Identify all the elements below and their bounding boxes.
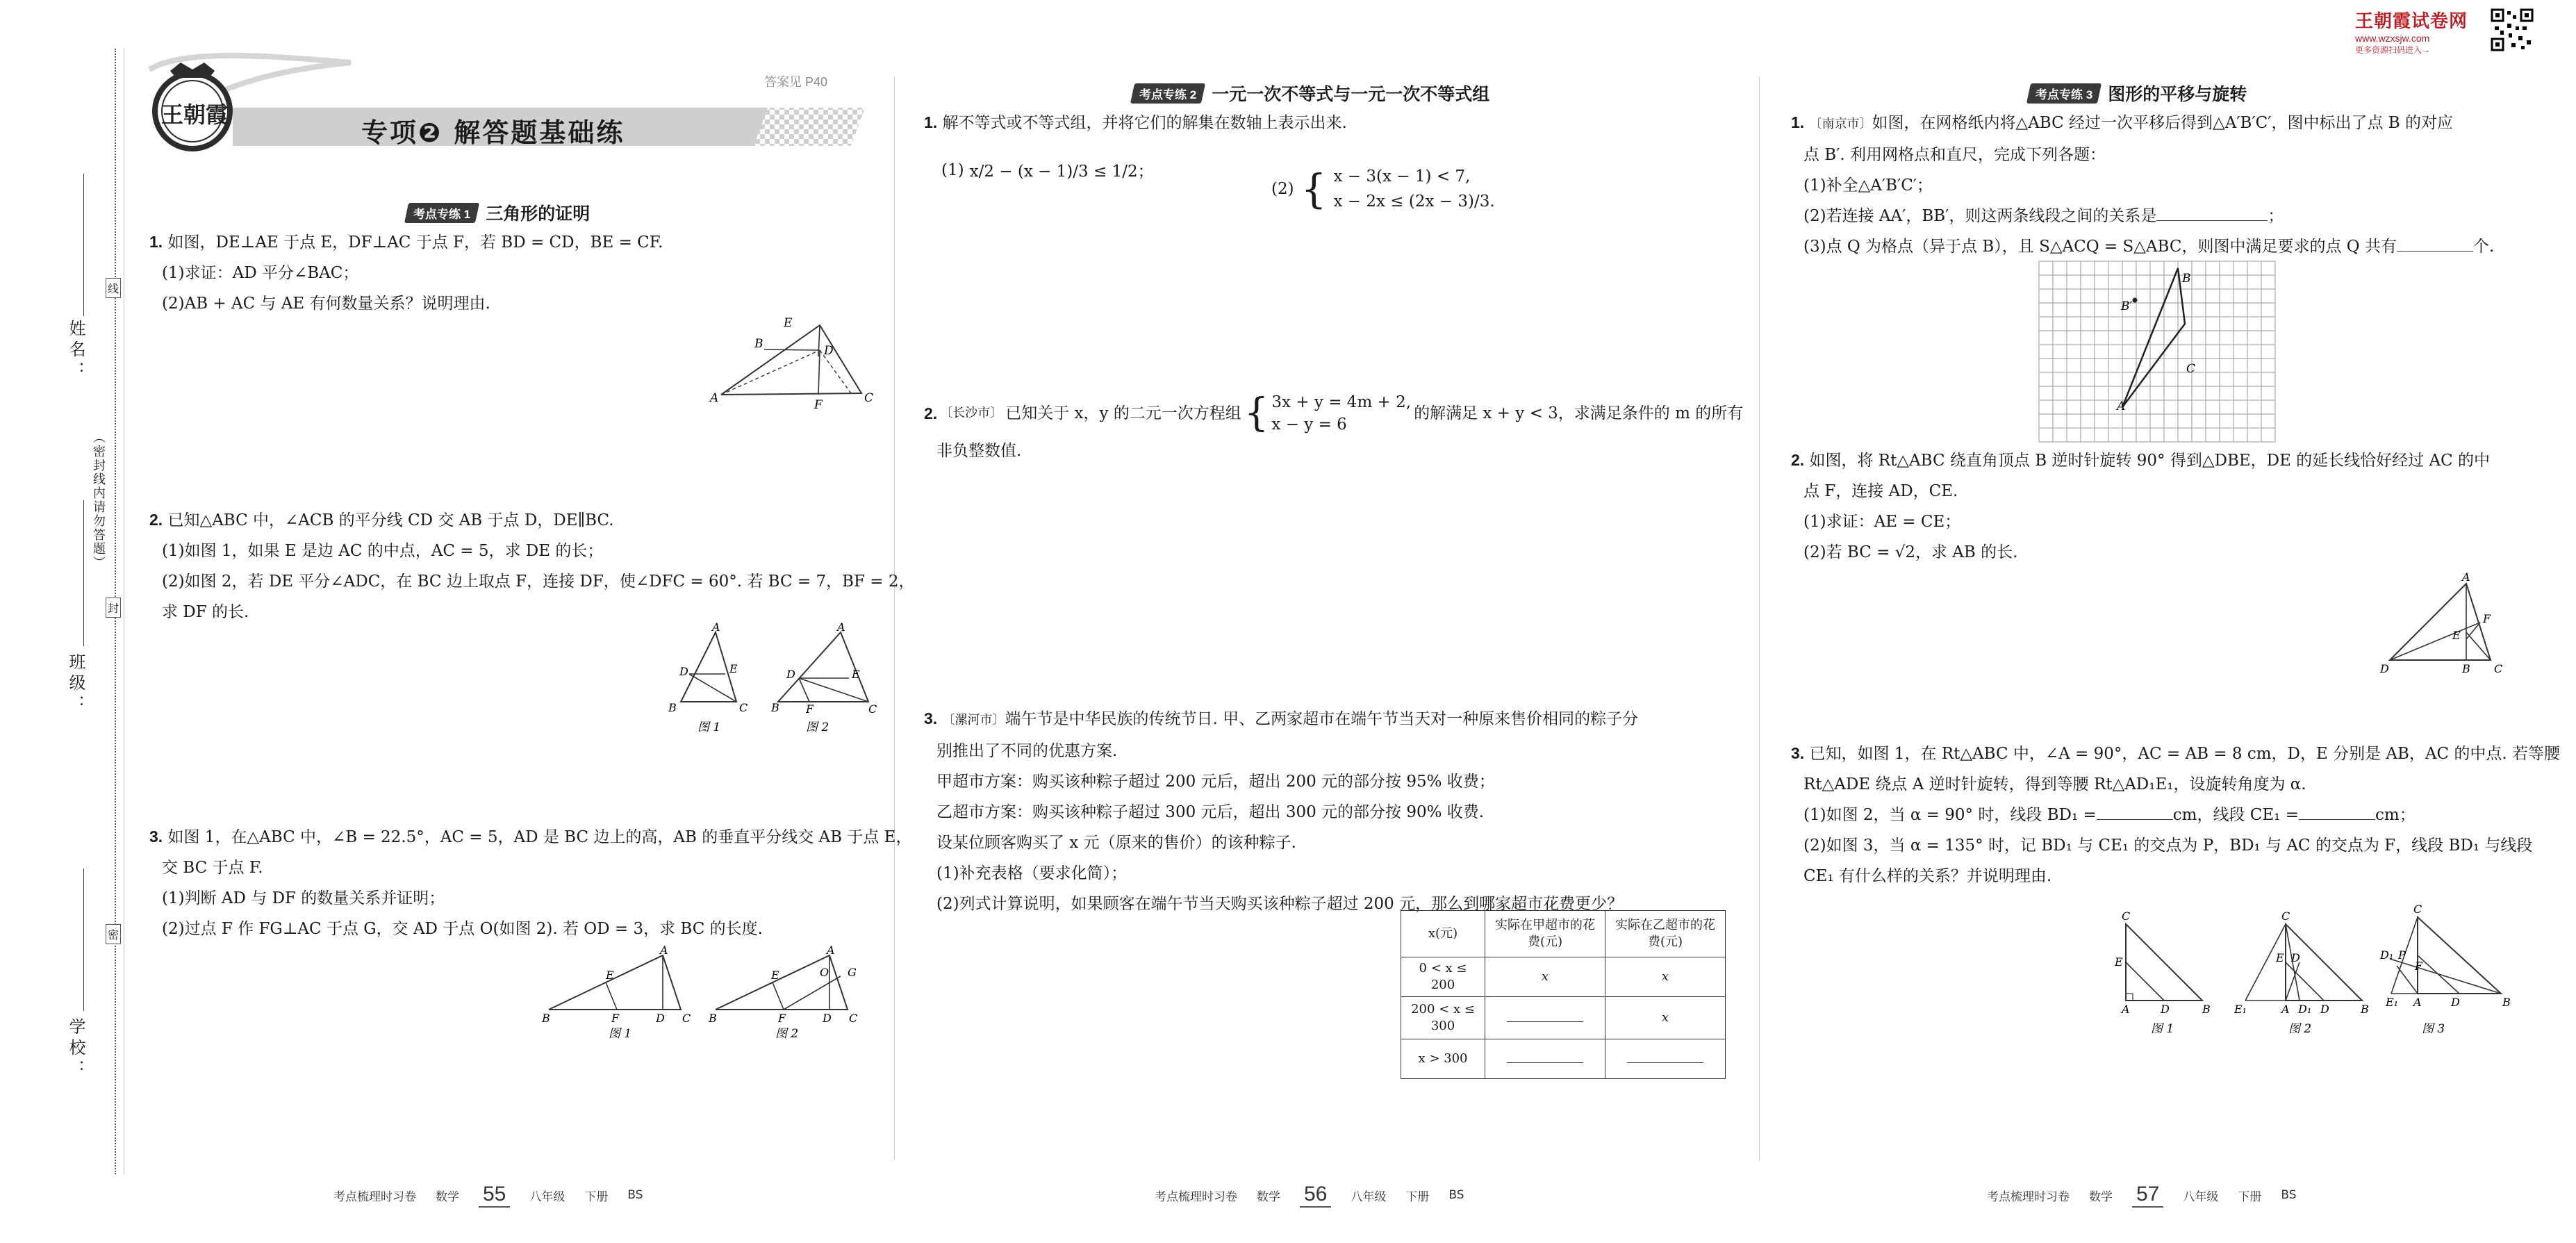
svg-text:C: C [868,702,877,716]
svg-text:A: A [2462,570,2470,584]
q-part-2: (2)如图 3，当 α = 135° 时，记 BD₁ 与 CE₁ 的交点为 P，BD₁ 与 AC 的交点为 F，线段 BD₁ 与线段 [1803,837,2533,855]
footer-p56 [1155,1183,1464,1208]
q-part-1: (1)如图 1，如果 E 是边 AC 的中点，AC = 5，求 DE 的长； [162,542,604,560]
p57-question-2 [1791,445,2490,568]
table-cell: x > 300 [1401,1039,1485,1079]
figure-caption: 图 1 [697,721,721,734]
svg-text:C: C [2186,362,2196,376]
footer-p57 [1987,1183,2297,1208]
part-label: (1) [941,160,964,179]
table-header: 实际在乙超市的花费(元) [1605,911,1726,957]
section-tag-3: 考点专练 3 [2026,83,2102,104]
table-row [1401,1039,1726,1079]
q-part-1: (1)补全△A′B′C′； [1803,176,1933,195]
svg-text:A: A [2281,1003,2290,1016]
answer-blank[interactable] [2156,208,2268,221]
system-line-2: x − 2x ≤ (2x − 3)/3. [1333,192,1495,211]
svg-text:B: B [542,1012,550,1025]
q-number: 1. [924,113,938,131]
q-part-1-mid: cm，线段 CE₁ = [2172,806,2299,824]
p57-question-1 [1791,107,2494,262]
footer-edition: BS [2281,1188,2297,1202]
brace-icon: { [1301,165,1327,213]
footer-subject: 数学 [2089,1190,2113,1204]
svg-text:F: F [2415,960,2423,973]
q-part-2: (2)若连接 AA′，BB′，则这两条线段之间的关系是 [1803,207,2157,225]
svg-text:E: E [771,969,779,982]
q-part-1: (1)求证：AE = CE； [1803,513,1961,531]
q-stem: 端午节是中华民族的传统节日. 甲、乙两家超市在端午节当天对一种原来售价相同的粽子分 [1005,710,1639,728]
footer-grade: 八年级 [1351,1190,1387,1204]
page-divider-2 [1759,76,1760,1160]
p56-question-3 [924,703,1638,919]
answer-reference: 答案见 P40 [764,75,828,89]
table-cell: x [1605,957,1726,997]
q-stem: 已知，如图 1，在 Rt△ABC 中，∠A = 90°，AC = AB = 8 cm，D，E 分别是 AB，AC 的中点. 若等腰 [1809,745,2561,763]
q-stem-cont: 点 B′. 利用网格点和直尺，完成下列各题： [1803,146,2106,164]
region-tag: 〔长沙市〕 [940,406,1003,420]
seal-mark-close: 密 [106,924,121,944]
q-part-2: (2)如图 2，若 DE 平分∠ADC，在 BC 边上取点 F，连接 DF，使∠DFC = 60°. 若 BC = 7，BF = 2， [162,573,915,591]
brand-name: 王朝霞试卷网 [2355,10,2468,31]
p55-q1-figure [709,318,875,415]
footer-term: 下册 [2238,1190,2262,1204]
table-row [1401,997,1726,1039]
answer-blank-cell[interactable] [1605,1039,1726,1079]
q-stem: 已知△ABC 中，∠ACB 的平分线 CD 交 AB 于点 D，DE∥BC. [167,511,614,529]
student-name-label: 姓名： [66,320,85,382]
brace-icon: { [1244,390,1269,436]
q-number: 3. [1791,744,1805,762]
q-part-2: (2)AB + AC 与 AE 有何数量关系？说明理由. [162,295,490,313]
q-stem-cont: 交 BC 于点 F. [162,859,263,877]
equation-1: 3x + y = 4m + 2, [1271,393,1412,411]
p56-question-1 [924,107,1347,138]
svg-text:D: D [679,665,688,678]
svg-text:B: B [2462,662,2470,675]
q-part-1-end: cm； [2375,806,2416,824]
q-part-2-cont: CE₁ 有什么样的关系？并说明理由. [1803,867,2052,885]
p56-q1-part1 [941,158,1154,181]
svg-text:E: E [852,668,860,681]
q-stem: 解不等式或不等式组，并将它们的解集在数轴上表示出来. [942,114,1347,132]
system-line-1: x − 3(x − 1) < 7, [1333,167,1471,186]
page-number: 57 [2132,1183,2163,1208]
q-stem-cont: 的解满足 x + y < 3，求满足条件的 m 的所有 [1414,404,1744,422]
svg-text:B: B [771,701,779,714]
qr-code-icon[interactable] [2491,8,2534,51]
region-tag: 〔南京市〕 [1809,117,1872,131]
section-header-2 [1132,81,1489,106]
q-stem: 如图，DE⊥AE 于点 E，DF⊥AC 于点 F，若 BD = CD，BE = CF. [167,233,663,252]
svg-text:B′: B′ [2121,299,2133,313]
svg-text:D: D [786,668,795,681]
svg-text:E: E [2115,955,2123,969]
svg-text:A: A [712,620,720,634]
page-number: 55 [479,1183,510,1208]
footer-edition: BS [627,1188,643,1202]
svg-text:F: F [611,1012,620,1025]
svg-text:C: C [864,391,874,405]
answer-blank[interactable] [2299,807,2375,820]
svg-text:A: A [2413,996,2422,1009]
school-field[interactable] [83,869,84,1011]
table-cell: 0 < x ≤ 200 [1401,957,1485,997]
svg-text:B: B [668,701,677,714]
svg-text:B: B [2502,996,2511,1009]
brand-tagline: 更多资源扫码进入→ [2355,45,2431,55]
seal-mark-line: 线 [106,278,121,298]
svg-text:D₁: D₁ [2380,948,2394,962]
section-title-2: 一元一次不等式与一元一次不等式组 [1212,85,1490,104]
p56-q1-part2 [1271,164,1495,214]
svg-text:C: C [849,1012,858,1025]
p55-question-3 [149,821,911,944]
svg-text:B: B [2361,1003,2369,1016]
svg-text:A: A [660,944,668,957]
p55-question-2 [149,504,915,627]
q-part-1: (1)补充表格（要求化简）； [936,864,1128,882]
region-tag: 〔漯河市〕 [942,713,1005,727]
svg-text:E: E [729,662,738,675]
table-cell: 200 < x ≤ 300 [1401,997,1485,1039]
footer-book: 考点梳理时习卷 [1987,1190,2070,1204]
q-part-1: (1)判断 AD 与 DF 的数量关系并证明； [162,889,445,907]
price-comparison-table [1401,910,1726,1079]
table-row [1401,957,1726,997]
q-stem-cont: Rt△ADE 绕点 A 逆时针旋转，得到等腰 Rt△AD₁E₁，设旋转角度为 α. [1803,775,2306,793]
table-header: 实际在甲超市的花费(元) [1485,911,1605,957]
footer-p55 [333,1183,643,1208]
brand-logo-text: 王朝霞 [161,101,229,128]
q-number: 3. [149,828,163,846]
q-part-2: (2)列式计算说明，如果顾客在端午节当天购买该种粽子超过 200 元，那么到哪家超市花费更少？ [936,895,1624,913]
q-part-3-end: 个. [2472,238,2495,256]
svg-text:F: F [814,398,823,412]
class-field[interactable] [83,500,84,646]
svg-text:F: F [778,1012,786,1025]
figure-caption: 图 3 [2422,1022,2445,1036]
section-tag-2: 考点专练 2 [1130,83,1205,104]
svg-text:E₁: E₁ [2386,996,2399,1009]
footer-term: 下册 [1405,1190,1430,1204]
svg-text:A: A [837,620,845,634]
footer-subject: 数学 [436,1190,459,1204]
q-stem-cont: 别推出了不同的优惠方案. [936,742,1118,760]
svg-text:A: A [2117,400,2126,413]
section-tag-1: 考点专练 1 [404,203,479,223]
page55-title: 专项❷ 解答题基础练 [361,117,625,148]
q-stem: 如图，在网格纸内将△ABC 经过一次平移后得到△A′B′C′，图中标出了点 B 的对应 [1872,114,2454,132]
plan-b: 乙超市方案：购买该种粽子超过 300 元后，超出 300 元的部分按 90% 收费. [936,803,1485,821]
inequality-expression: x/2 − (x − 1)/3 ≤ 1/2； [969,163,1154,181]
svg-text:O: O [820,966,829,979]
answer-blank[interactable] [2097,807,2173,820]
svg-text:F: F [2483,612,2491,625]
answer-blank-cell[interactable] [1485,1039,1605,1079]
figure-caption: 图 2 [775,1027,799,1041]
table-cell: x [1485,957,1605,997]
svg-text:D: D [2380,662,2389,675]
svg-text:B: B [709,1012,717,1025]
svg-text:E: E [606,969,614,982]
svg-text:C: C [682,1012,691,1025]
q-number: 3. [924,709,938,727]
section-header-1 [406,200,590,225]
table-header-row [1401,911,1726,957]
answer-blank-cell[interactable] [1485,997,1605,1039]
school-label: 学校： [66,1018,85,1080]
svg-text:B: B [2182,272,2191,286]
svg-text:E: E [2452,629,2461,642]
seal-note: （密封线内请勿答题） [91,431,106,570]
svg-text:C: C [2494,662,2503,675]
svg-text:D: D [823,1012,832,1025]
svg-text:D₁: D₁ [2298,1003,2312,1016]
svg-text:E: E [2276,951,2284,964]
p57-q2-figure [2376,570,2515,681]
svg-text:D: D [2451,996,2460,1009]
page-number: 56 [1300,1183,1331,1208]
figure-caption: 图 1 [609,1027,632,1041]
svg-text:P: P [2398,948,2406,962]
footer-book: 考点梳理时习卷 [1155,1190,1237,1204]
svg-text:A: A [827,944,835,957]
svg-text:D: D [656,1012,665,1025]
plan-a: 甲超市方案：购买该种粽子超过 200 元后，超出 200 元的部分按 95% 收费； [936,773,1495,791]
table-header: x(元) [1401,911,1485,957]
q-stem-end: 非负整数值. [936,442,1022,460]
svg-text:C: C [2122,909,2131,923]
svg-text:C: C [2281,909,2290,923]
footer-edition: BS [1448,1188,1464,1202]
footer-subject: 数学 [1257,1190,1280,1204]
part-label: (2) [1271,180,1294,198]
svg-text:A: A [710,391,719,405]
p55-question-1 [149,227,663,319]
assumption: 设某位顾客购买了 x 元（原来的售价）的该种粽子. [936,834,1296,852]
q-stem: 如图，将 Rt△ABC 绕直角顶点 B 逆时针旋转 90° 得到△DBE，DE 的延长线恰好经过 AC 的中 [1809,452,2491,470]
p55-q3-figures [542,944,868,1046]
q-part-3: (3)点 Q 为格点（异于点 B），且 S△ACQ = S△ABC，则图中满足要求的点 Q 共有 [1803,238,2397,256]
svg-text:D: D [2291,951,2300,964]
q-number: 2. [1791,451,1805,469]
svg-text:D: D [2320,1003,2329,1016]
section-title-1: 三角形的证明 [486,204,591,224]
svg-text:B: B [2202,1003,2211,1016]
svg-text:E: E [784,316,793,330]
svg-text:G: G [848,966,857,979]
figure-caption: 图 2 [806,721,829,734]
figure-caption: 图 1 [2151,1022,2174,1036]
q-part-1: (1)如图 2，当 α = 90° 时，线段 BD₁ = [1803,806,2097,824]
q-number: 2. [149,511,163,529]
class-label: 班级： [66,653,85,716]
p57-question-3 [1791,738,2560,891]
footer-book: 考点梳理时习卷 [333,1190,416,1204]
q-part-1: (1)求证：AD 平分∠BAC； [162,264,359,282]
svg-text:B: B [754,337,763,351]
footer-grade: 八年级 [529,1190,565,1204]
q-number: 1. [1791,113,1805,131]
svg-text:C: C [739,701,748,714]
footer-grade: 八年级 [2183,1190,2219,1204]
q-number: 1. [149,233,163,251]
svg-text:A: A [2122,1003,2130,1016]
svg-text:F: F [806,702,814,716]
q-stem: 已知关于 x，y 的二元一次方程组 [1005,404,1241,422]
figure-caption: 图 2 [2288,1022,2312,1036]
brand-url[interactable]: www.wzxsjw.com [2355,33,2430,44]
table-cell: x [1605,997,1726,1039]
svg-text:C: C [2413,903,2422,916]
p55-q2-figures [667,620,877,736]
q-stem: 如图 1，在△ABC 中，∠B = 22.5°，AC = 5，AD 是 BC 边上的高，AB 的垂直平分线交 AB 于点 E， [167,828,912,846]
q-part-2-end: ； [2268,207,2284,225]
svg-text:D: D [824,344,834,358]
q-part-2: (2)若 BC = √2，求 AB 的长. [1803,543,2018,561]
section-header-3 [2029,81,2247,106]
answer-blank[interactable] [2397,238,2473,252]
svg-text:D: D [2161,1003,2170,1016]
q-number: 2. [924,404,938,422]
q-part-2-cont: 求 DF 的长. [162,603,249,621]
student-name-field[interactable] [83,174,84,316]
q-stem-cont: 点 F，连接 AD，CE. [1803,482,1958,500]
seal-mark-seal: 封 [106,598,121,618]
p57-q3-figures [2112,903,2529,1042]
equation-2: x − y = 6 [1271,415,1347,434]
svg-text:E₁: E₁ [2234,1003,2247,1016]
section-title-3: 图形的平移与旋转 [2108,85,2247,104]
footer-term: 下册 [584,1190,609,1204]
p57-q1-grid-figure [2039,261,2275,442]
p56-question-2 [924,391,1743,466]
q-part-2: (2)过点 F 作 FG⊥AC 于点 G，交 AD 于点 O(如图 2). 若 OD = 3，求 BC 的长度. [162,920,763,938]
